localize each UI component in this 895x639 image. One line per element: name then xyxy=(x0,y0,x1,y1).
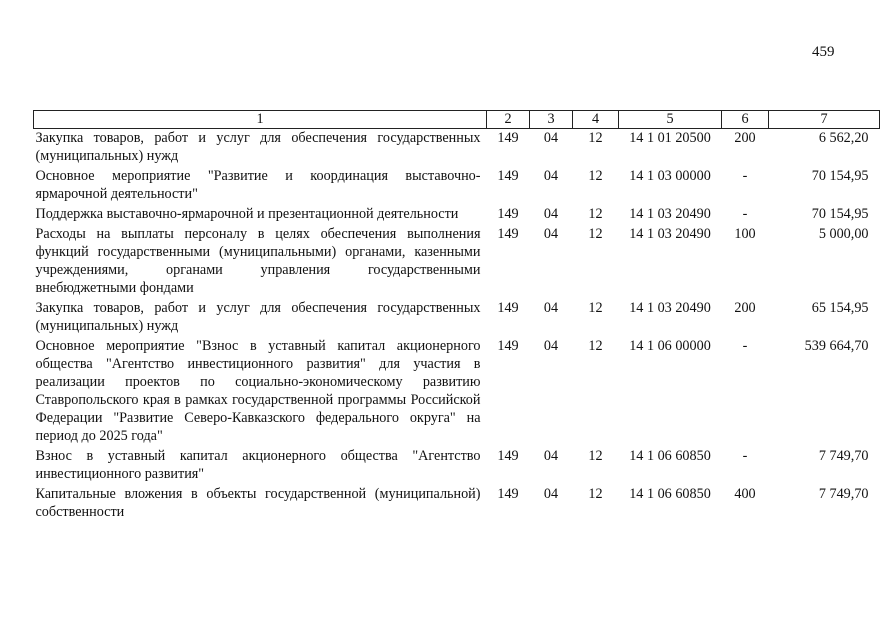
row-col-3: 04 xyxy=(543,226,559,242)
table-row xyxy=(34,205,880,225)
row-col-6: - xyxy=(742,206,748,222)
row-col-5: 14 1 03 00000 xyxy=(629,168,711,184)
table-row xyxy=(34,299,880,337)
header-col-6: 6 xyxy=(722,111,769,129)
row-amount: 70 154,95 xyxy=(811,206,869,222)
table-body xyxy=(34,129,880,524)
header-col-2: 2 xyxy=(487,111,530,129)
row-amount: 5 000,00 xyxy=(818,226,869,242)
row-col-2: 149 xyxy=(497,206,519,222)
row-col-5: 14 1 06 00000 xyxy=(629,338,711,354)
header-col-4: 4 xyxy=(573,111,619,129)
header-col-7: 7 xyxy=(769,111,880,129)
row-col-6: - xyxy=(742,448,748,464)
row-col-5: 14 1 03 20490 xyxy=(629,226,711,242)
row-name: Взнос в уставный капитал акционерного общества "Агентство инвестиционного развития" xyxy=(35,448,481,482)
row-name: Расходы на выплаты персоналу в целях обеспечения выполнения функций государственными (муниципальными) органами, казенными учреждениями, органами управления государственными внебюджетными фондами xyxy=(35,226,481,296)
row-col-3: 04 xyxy=(543,130,559,146)
header-col-1: 1 xyxy=(34,111,487,129)
table-row xyxy=(34,129,880,168)
row-col-5: 14 1 03 20490 xyxy=(629,206,711,222)
row-col-2: 149 xyxy=(497,168,519,184)
row-amount: 7 749,70 xyxy=(818,486,869,502)
row-col-4: 12 xyxy=(588,486,603,502)
row-col-5: 14 1 06 60850 xyxy=(629,486,711,502)
budget-table xyxy=(33,110,880,523)
row-col-3: 04 xyxy=(543,338,559,354)
row-amount: 70 154,95 xyxy=(811,168,869,184)
header-col-5: 5 xyxy=(619,111,722,129)
row-col-3: 04 xyxy=(543,168,559,184)
row-name: Закупка товаров, работ и услуг для обеспечения государственных (муниципальных) нужд xyxy=(35,300,481,334)
header-col-3: 3 xyxy=(530,111,573,129)
row-col-2: 149 xyxy=(497,130,519,146)
table-row xyxy=(34,225,880,299)
table-row xyxy=(34,447,880,485)
row-col-4: 12 xyxy=(588,168,603,184)
row-col-3: 04 xyxy=(543,486,559,502)
page-number: 459 xyxy=(812,44,835,60)
row-col-5: 14 1 01 20500 xyxy=(629,130,711,146)
row-col-6: - xyxy=(742,338,748,354)
table-row xyxy=(34,337,880,447)
row-col-3: 04 xyxy=(543,448,559,464)
row-col-3: 04 xyxy=(543,300,559,316)
row-col-2: 149 xyxy=(497,486,519,502)
header-row xyxy=(34,111,880,129)
row-amount: 7 749,70 xyxy=(818,448,869,464)
row-col-5: 14 1 06 60850 xyxy=(629,448,711,464)
row-name: Основное мероприятие "Развитие и координация выставочно-ярмарочной деятельности" xyxy=(35,168,481,202)
row-name: Поддержка выставочно-ярмарочной и презентационной деятельности xyxy=(35,206,459,222)
row-col-2: 149 xyxy=(497,448,519,464)
row-col-6: - xyxy=(742,168,748,184)
row-col-2: 149 xyxy=(497,226,519,242)
row-col-6: 400 xyxy=(734,486,756,502)
row-name: Капитальные вложения в объекты государственной (муниципальной) собственности xyxy=(35,486,481,520)
row-col-6: 200 xyxy=(734,300,756,316)
row-col-3: 04 xyxy=(543,206,559,222)
row-col-2: 149 xyxy=(497,300,519,316)
row-col-4: 12 xyxy=(588,300,603,316)
row-col-4: 12 xyxy=(588,130,603,146)
table-row xyxy=(34,485,880,523)
row-name: Основное мероприятие "Взнос в уставный капитал акционерного общества "Агентство инвестиционного развития" для участия в реализации проектов по социально-экономическому развитию Ставропольского края в рамках государственной программы Российской Федерации "Развитие Северо-Кавказского федерального округа" на период до 2025 года" xyxy=(35,338,481,444)
table-row xyxy=(34,167,880,205)
row-amount: 539 664,70 xyxy=(804,338,869,354)
table-header xyxy=(34,111,880,129)
row-col-4: 12 xyxy=(588,226,603,242)
row-col-4: 12 xyxy=(588,206,603,222)
row-col-2: 149 xyxy=(497,338,519,354)
row-col-4: 12 xyxy=(588,338,603,354)
row-amount: 65 154,95 xyxy=(811,300,869,316)
row-col-6: 200 xyxy=(734,130,756,146)
row-amount: 6 562,20 xyxy=(818,130,869,146)
row-col-4: 12 xyxy=(588,448,603,464)
row-name: Закупка товаров, работ и услуг для обеспечения государственных (муниципальных) нужд xyxy=(35,130,481,164)
row-col-5: 14 1 03 20490 xyxy=(629,300,711,316)
row-col-6: 100 xyxy=(734,226,756,242)
